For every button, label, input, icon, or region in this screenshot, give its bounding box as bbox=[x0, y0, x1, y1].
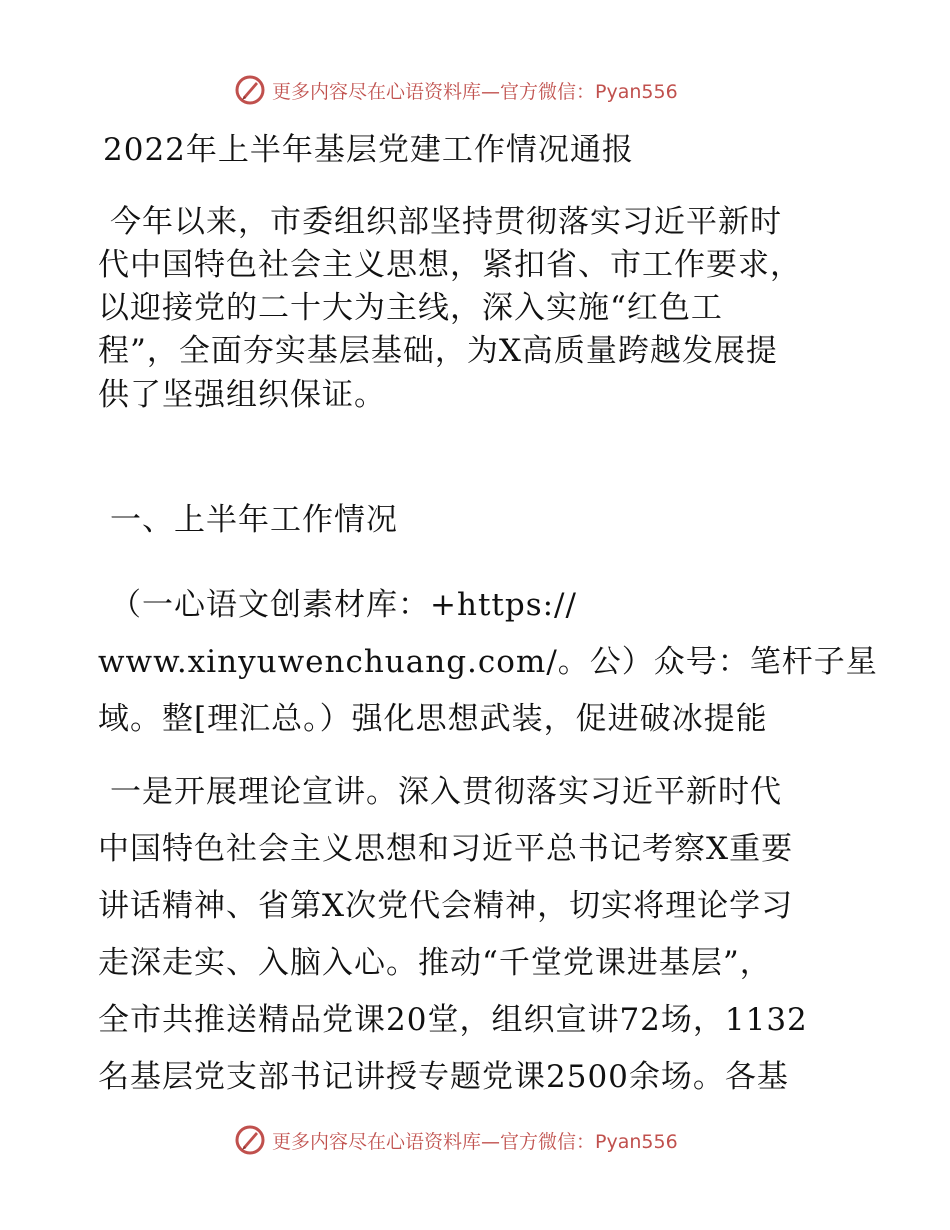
subsection-line-1: （一心语文创素材库：+https:// bbox=[110, 587, 577, 623]
intro-line-1: 今年以来，市委组织部坚持贯彻落实习近平新时 bbox=[110, 204, 782, 240]
quill-pen-logo-icon bbox=[234, 1124, 266, 1156]
footer-banner-text: 更多内容尽在心语资料库—官方微信：Pyan556 bbox=[272, 1130, 678, 1153]
footer-banner bbox=[234, 1122, 678, 1158]
header-banner bbox=[234, 72, 678, 108]
intro-line-3: 以迎接党的二十大为主线，深入实施“红色工 bbox=[98, 290, 723, 326]
para-line-2: 中国特色社会主义思想和习近平总书记考察X重要 bbox=[98, 831, 794, 867]
intro-line-2: 代中国特色社会主义思想，紧扣省、市工作要求， bbox=[98, 247, 802, 283]
intro-line-4: 程”，全面夯实基层基础，为X高质量跨越发展提 bbox=[98, 333, 778, 369]
subsection-line-2: www.xinyuwenchuang.com/。公）众号：笔杆子星 bbox=[98, 644, 878, 680]
header-banner-text: 更多内容尽在心语资料库—官方微信：Pyan556 bbox=[272, 80, 678, 103]
quill-pen-logo-icon bbox=[234, 74, 266, 106]
subsection-line-3: 域。整[理汇总。）强化思想武装，促进破冰提能 bbox=[98, 701, 768, 737]
para-line-4: 走深走实、入脑入心。推动“千堂党课进基层”， bbox=[98, 945, 772, 981]
para-line-5: 全市共推送精品党课20堂，组织宣讲72场，1132 bbox=[98, 1002, 808, 1038]
section-heading: 一、上半年工作情况 bbox=[110, 502, 398, 538]
page-title: 2022年上半年基层党建工作情况通报 bbox=[103, 132, 634, 168]
intro-line-5: 供了坚强组织保证。 bbox=[98, 377, 386, 413]
para-line-6: 名基层党支部书记讲授专题党课2500余场。各基 bbox=[98, 1059, 789, 1095]
para-line-3: 讲话精神、省第X次党代会精神，切实将理论学习 bbox=[98, 888, 794, 924]
para-line-1: 一是开展理论宣讲。深入贯彻落实习近平新时代 bbox=[110, 774, 782, 810]
